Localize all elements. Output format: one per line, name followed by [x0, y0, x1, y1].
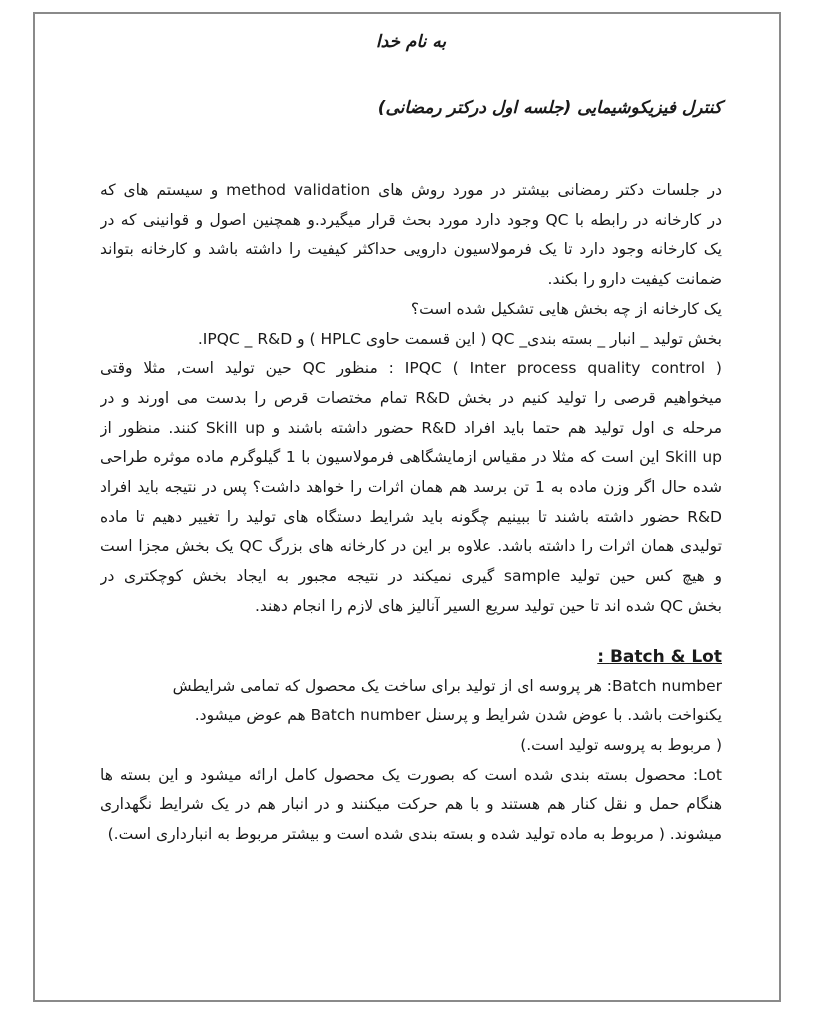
document-subtitle: کنترل فیزیکوشیمایی (جلسه اول درکتر رمضانی)	[377, 98, 722, 118]
text-line: میشوند. ( مربوط به ماده تولید شده و بسته بندی شده است و بیشتر مربوط به انبارداری است.)	[107, 825, 722, 844]
intro-paragraph	[100, 176, 722, 622]
text-line: مرحله ی اول تولید هم حتما باید افراد R&D حضور داشته باشند و Skill up کنند. منظور از	[100, 418, 722, 437]
text-line: IPQC ( Inter process quality control ) : منظور QC حین تولید است, مثلا وقتی	[100, 359, 722, 378]
text-line: شده حال اگر وزن ماده به 1 تن برسد هم همان اثرات را خواهد داشت؟ پس در نتیجه باید افراد	[100, 478, 722, 497]
text-line: میخواهیم قرصی را تولید کنیم در بخش R&D تمام مختصات قرص را بدست می اورند و در	[100, 388, 722, 407]
text-line: و هیچ کس حین تولید sample گیری نمیکند در نتیجه مجبور به ایجاد بخش کوچکتری در	[100, 567, 722, 586]
batch-lot-section	[100, 672, 722, 850]
text-line: هنگام حمل و نقل کنار هم هستند و با هم حرکت میکنند و در انبار هم در یک شرایط نگهداری	[100, 795, 722, 814]
text-line: یکنواخت باشد. با عوض شدن شرایط و پرسنل Batch number هم عوض میشود.	[194, 706, 722, 725]
text-line: بخش QC شده اند تا حین تولید سریع السیر آنالیز های لازم را انجام دهند.	[254, 596, 722, 615]
text-line: یک کارخانه از چه بخش هایی تشکیل شده است؟	[410, 299, 722, 318]
batch-lot-heading: Batch & Lot :	[597, 646, 722, 667]
document-title: به نام خدا	[375, 32, 447, 52]
text-line: ( مربوط به پروسه تولید است.)	[520, 735, 722, 754]
text-line: Skill up این است که مثلا در مقیاس ازمایشگاهی فرمولاسیون با 1 گیلوگرم ماده موثره طراحی	[100, 448, 722, 467]
text-line: R&D حضور داشته باشند تا ببینیم چگونه باید شرایط دستگاه های تولید را تغییر دهیم تا ماده	[100, 507, 722, 526]
text-line: یک کارخانه وجود دارد تا یک فرمولاسیون دارویی حداکثر کیفیت را داشته باشد و کارخانه بتواند	[100, 240, 722, 259]
text-line: Batch number: هر پروسه ای از تولید برای ساخت یک محصول که تمامی شرایطش	[172, 676, 722, 695]
document-body	[100, 24, 722, 850]
text-line: Lot: محصول بسته بندی شده است که بصورت یک محصول کامل ارائه میشود و این بسته ها	[100, 765, 722, 784]
text-line: بخش تولید _ انبار _ بسته بندی_ QC ( این قسمت حاوی HPLC ) و IPQC _ R&D.	[197, 329, 722, 348]
text-line: ضمانت کیفیت دارو را بکند.	[547, 270, 722, 289]
text-line: در جلسات دکتر رمضانی بیشتر در مورد روش های method validation و سیستم های که	[100, 181, 722, 199]
text-line: تولیدی همان اثرات را داشته باشد. علاوه بر این در کارخانه های بزرگ QC یک بخش مجزا است	[100, 537, 722, 556]
text-line: در کارخانه در رابطه با QC وجود دارد مورد بحث قرار میگیرد.و همچنین اصول و قوانینی که در	[100, 210, 722, 229]
